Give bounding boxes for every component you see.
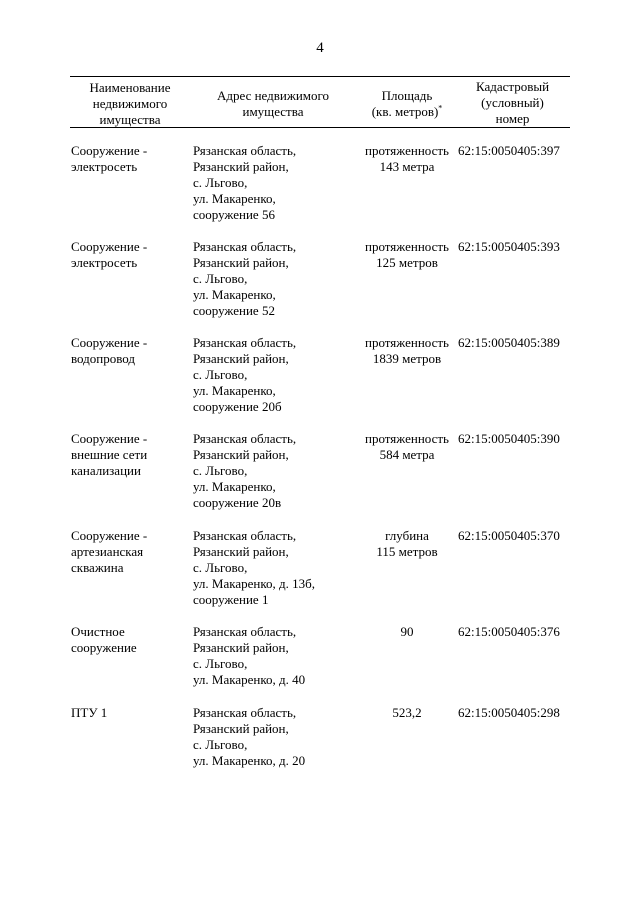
cell-cadastral: 62:15:0050405:298 — [458, 705, 560, 720]
cell-address: Рязанская область, Рязанский район, с. Льгово, ул. Макаренко, д. 13б, сооружение 1 — [193, 528, 315, 607]
cell-address: Рязанская область, Рязанский район, с. Льгово, ул. Макаренко, сооружение 20в — [193, 431, 297, 510]
cell-name: Сооружение - электросеть — [71, 143, 148, 174]
cell-cadastral: 62:15:0050405:370 — [458, 528, 560, 543]
cell-address: Рязанская область, Рязанский район, с. Льгово, ул. Макаренко, д. 20 — [193, 705, 306, 768]
cell-cadastral: 62:15:0050405:390 — [458, 431, 560, 446]
cell-cadastral: 62:15:0050405:376 — [458, 624, 560, 639]
header-area: Площадь (кв. метров)* — [371, 88, 443, 119]
cell-area: 523,2 — [392, 705, 422, 720]
cell-name: Сооружение - водопровод — [71, 335, 148, 366]
cell-address: Рязанская область, Рязанский район, с. Льгово, ул. Макаренко, сооружение 52 — [193, 239, 297, 318]
cell-cadastral: 62:15:0050405:389 — [458, 335, 560, 350]
cell-name: Сооружение - внешние сети канализации — [71, 431, 148, 478]
header-address: Адрес недвижимого имущества — [216, 88, 330, 119]
cell-area: протяженность 584 метра — [365, 431, 449, 462]
cell-area: протяженность 1839 метров — [365, 335, 449, 366]
footnote-mark: * — [438, 103, 443, 113]
header-name: Наименование недвижимого имущества — [89, 80, 171, 127]
cell-address: Рязанская область, Рязанский район, с. Льгово, ул. Макаренко, д. 40 — [193, 624, 306, 687]
page-number: 4 — [316, 40, 324, 56]
header-cadastral: Кадастровый (условный) номер — [475, 79, 550, 126]
cell-name: Сооружение - артезианская скважина — [71, 528, 148, 575]
cell-cadastral: 62:15:0050405:397 — [458, 143, 560, 158]
cell-area: глубина 115 метров — [376, 528, 438, 559]
cell-cadastral: 62:15:0050405:393 — [458, 239, 560, 254]
header-top-rule — [70, 76, 570, 77]
header-bottom-rule — [70, 127, 570, 128]
cell-area: 90 — [400, 624, 414, 639]
cell-address: Рязанская область, Рязанский район, с. Льгово, ул. Макаренко, сооружение 20б — [193, 335, 297, 414]
cell-name: Очистное сооружение — [71, 624, 137, 655]
cell-area: протяженность 125 метров — [365, 239, 449, 270]
cell-area: протяженность 143 метра — [365, 143, 449, 174]
cell-address: Рязанская область, Рязанский район, с. Льгово, ул. Макаренко, сооружение 56 — [193, 143, 297, 222]
cell-name: ПТУ 1 — [71, 705, 108, 720]
cell-name: Сооружение - электросеть — [71, 239, 148, 270]
